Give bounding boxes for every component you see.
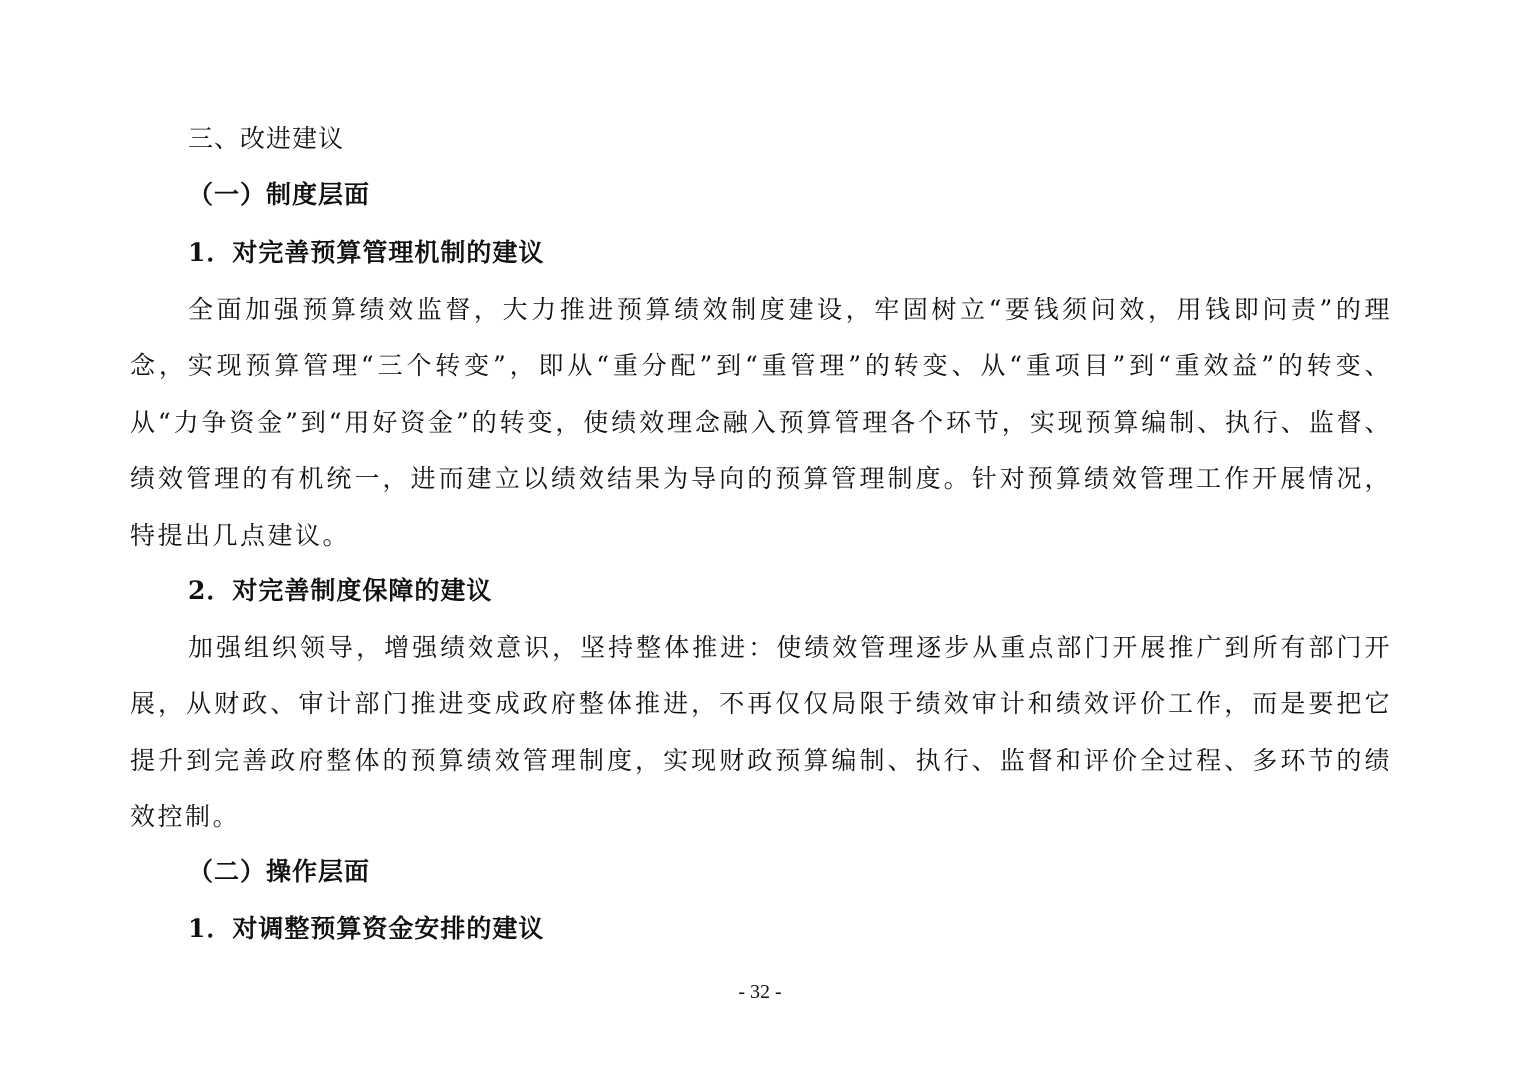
subsection-heading-institutional: （一）制度层面 (188, 180, 371, 209)
item-heading-system-guarantee: 2．对完善制度保障的建议 (188, 576, 493, 605)
paragraph-system-guarantee: 加强组织领导，增强绩效意识，坚持整体推进：使绩效管理逐步从重点部门开展推广到所有部门开展，从财政、审计部门推进变成政府整体推进，不再仅仅局限于绩效审计和绩效评价工作，而是要把它提升到完善政府整体的预算绩效管理制度，实现财政预算编制、执行、监督和评价全过程、多环节的绩效控制。 (130, 633, 1392, 832)
section-title: 三、改进建议 (188, 124, 345, 153)
subsection-heading-operational: （二）操作层面 (188, 857, 371, 886)
item-heading-budget-mechanism: 1．对完善预算管理机制的建议 (188, 238, 545, 267)
paragraph-budget-mechanism: 全面加强预算绩效监督，大力推进预算绩效制度建设，牢固树立“要钱须问效，用钱即问责”的理念，实现预算管理“三个转变”，即从“重分配”到“重管理”的转变、从“重项目”到“重效益”的转变、从“力争资金”到“用好资金”的转变，使绩效理念融入预算管理各个环节，实现预算编制、执行、监督、绩效管理的有机统一，进而建立以绩效结果为导向的预算管理制度。针对预算绩效管理工作开展情况，特提出几点建议。 (130, 295, 1392, 550)
page-number: - 32 - (738, 981, 782, 1003)
item-heading-fund-arrangement: 1．对调整预算资金安排的建议 (188, 914, 545, 943)
